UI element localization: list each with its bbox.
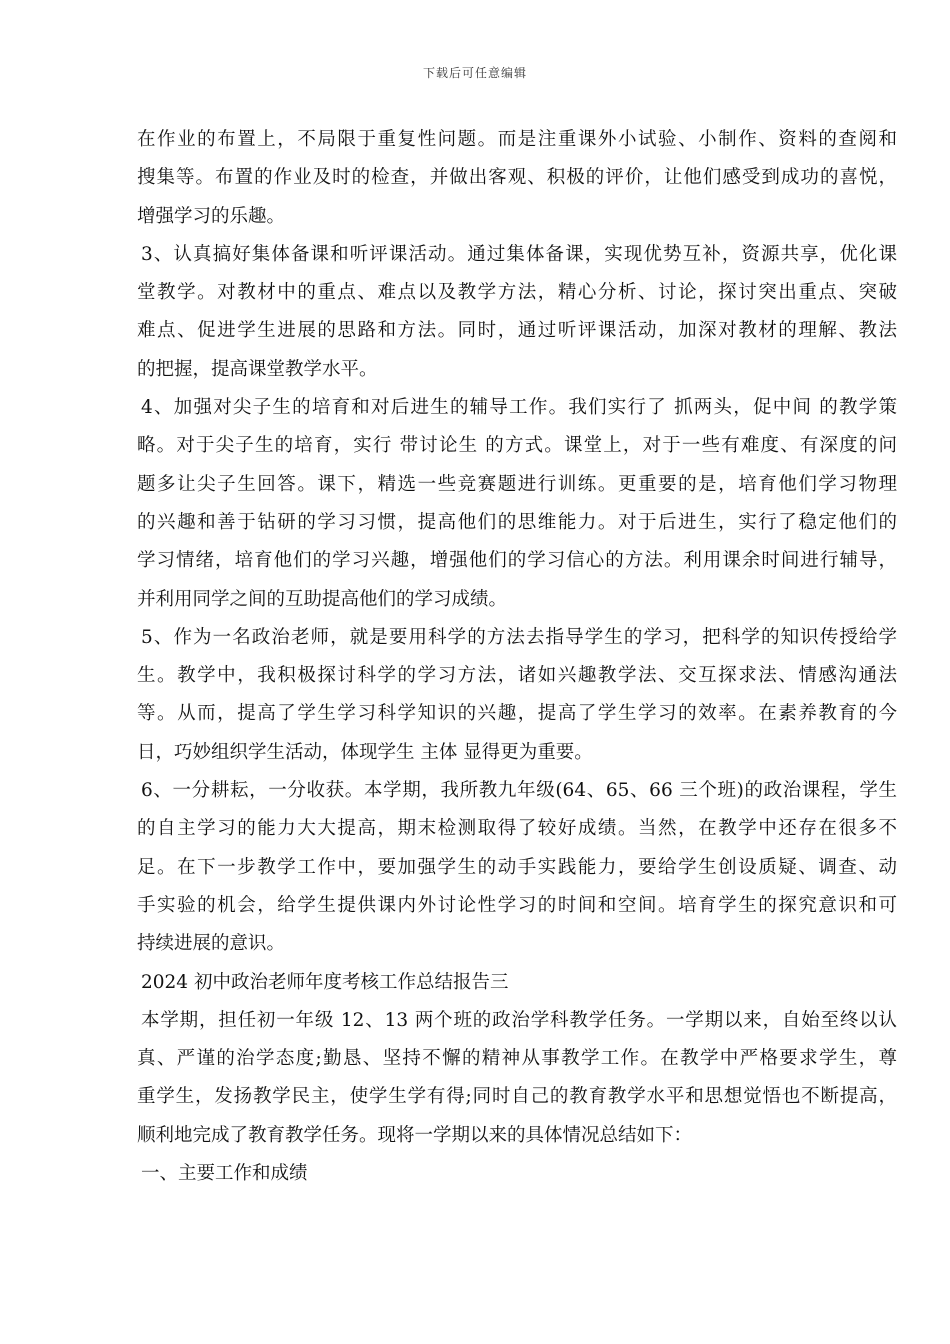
page-header: 下载后可任意编辑: [422, 66, 527, 80]
text-line: 真、严谨的治学态度;勤恳、坚持不懈的精神从事教学工作。在教学中严格要求学生，尊: [137, 1048, 897, 1070]
text-line: 等。从而，提高了学生学习科学知识的兴趣，提高了学生学习的效率。在素养教育的今: [137, 703, 897, 725]
text-line: 略。对于尖子生的培育，实行 带讨论生 的方式。课堂上，对于一些有难度、有深度的问: [137, 435, 897, 457]
text-line: 本学期，担任初一年级 12、13 两个班的政治学科教学任务。一学期以来，自始至终以认: [141, 1009, 897, 1031]
text-line: 手实验的机会，给学生提供课内外讨论性学习的时间和空间。培育学生的探究意识和可: [137, 894, 897, 916]
text-line: 重学生，发扬教学民主，使学生学有得;同时自己的教育教学水平和思想觉悟也不断提高，: [137, 1086, 897, 1108]
text-line: 顺利地完成了教育教学任务。现将一学期以来的具体情况总结如下：: [137, 1124, 693, 1146]
text-line: 一、主要工作和成绩: [141, 1163, 308, 1185]
text-line: 搜集等。布置的作业及时的检查，并做出客观、积极的评价，让他们感受到成功的喜悦，: [137, 167, 897, 189]
text-line: 的把握，提高课堂教学水平。: [137, 358, 378, 380]
document-body: [137, 121, 897, 1193]
text-line: 生。教学中，我积极探讨科学的学习方法，诸如兴趣教学法、交互探求法、情感沟通法: [137, 665, 897, 687]
text-line: 2024 初中政治老师年度考核工作总结报告三: [141, 971, 509, 993]
text-line: 3、认真搞好集体备课和听评课活动。通过集体备课，实现优势互补，资源共享，优化课: [141, 243, 897, 265]
text-line: 学习情绪，培育他们的学习兴趣，增强他们的学习信心的方法。利用课余时间进行辅导，: [137, 550, 897, 572]
text-line: 题多让尖子生回答。课下，精选一些竞赛题进行训练。更重要的是，培育他们学习物理: [137, 473, 897, 495]
text-line: 增强学习的乐趣。: [137, 205, 286, 227]
text-line: 持续进展的意识。: [137, 933, 286, 955]
text-line: 堂教学。对教材中的重点、难点以及教学方法，精心分析、讨论，探讨突出重点、突破: [137, 282, 897, 304]
text-line: 的兴趣和善于钻研的学习习惯，提高他们的思维能力。对于后进生，实行了稳定他们的: [137, 511, 897, 533]
text-line: 6、一分耕耘，一分收获。本学期，我所教九年级(64、65、66 三个班)的政治课程，学生: [141, 780, 897, 802]
text-line: 难点、促进学生进展的思路和方法。同时，通过听评课活动，加深对教材的理解、教法: [137, 320, 897, 342]
text-line: 并利用同学之间的互助提高他们的学习成绩。: [137, 588, 508, 610]
text-line: 4、加强对尖子生的培育和对后进生的辅导工作。我们实行了 抓两头，促中间 的教学策: [141, 397, 897, 419]
text-line: 在作业的布置上，不局限于重复性问题。而是注重课外小试验、小制作、资料的查阅和: [137, 129, 897, 150]
text-line: 足。在下一步教学工作中，要加强学生的动手实践能力，要给学生创设质疑、调查、动: [137, 856, 897, 878]
text-line: 日，巧妙组织学生活动，体现学生 主体 显得更为重要。: [137, 741, 593, 763]
text-line: 5、作为一名政治老师，就是要用科学的方法去指导学生的学习，把科学的知识传授给学: [141, 626, 897, 648]
text-line: 的自主学习的能力大大提高，期末检测取得了较好成绩。当然，在教学中还存在很多不: [137, 818, 897, 840]
